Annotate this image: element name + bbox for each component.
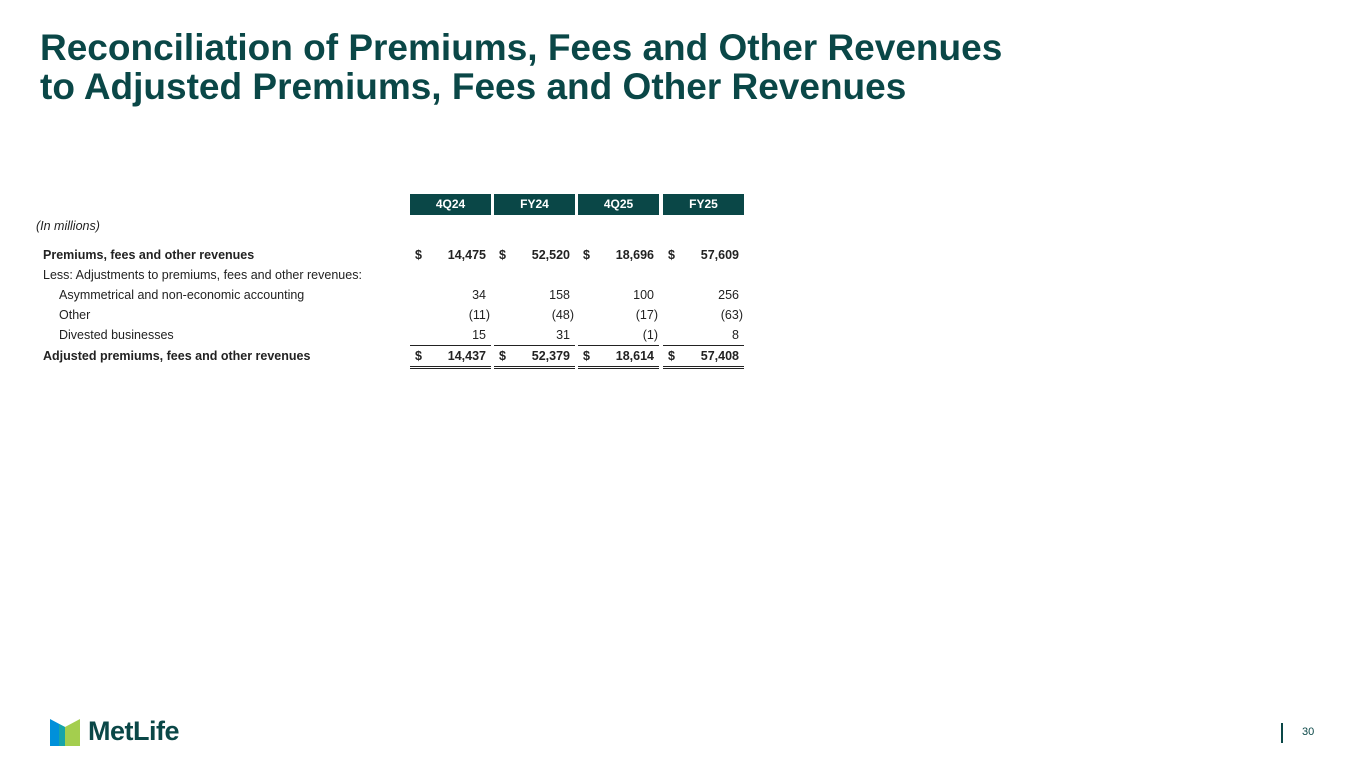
row-label: Asymmetrical and non-economic accounting bbox=[59, 288, 305, 302]
table-cell: 256 bbox=[718, 288, 739, 302]
row-label: Divested businesses bbox=[59, 328, 174, 342]
table-cell: $ 52,379 bbox=[494, 346, 575, 369]
table-cell: 15 bbox=[410, 325, 491, 346]
table-cell: (48) bbox=[551, 308, 574, 322]
table-row bbox=[40, 245, 750, 265]
row-label: Other bbox=[59, 308, 91, 322]
table-cell: (17) bbox=[635, 308, 658, 322]
table-cell: $ 57,408 bbox=[663, 346, 744, 369]
logo-wordmark: MetLife bbox=[88, 716, 179, 746]
column-headers bbox=[410, 194, 750, 215]
column-header-fy24: FY24 bbox=[494, 194, 575, 215]
table-row bbox=[40, 305, 750, 325]
table-cell: 158 bbox=[549, 288, 570, 302]
table-cell: $ 57,609 bbox=[668, 248, 739, 262]
table-cell: 100 bbox=[633, 288, 654, 302]
table-row bbox=[40, 346, 750, 366]
table-row bbox=[40, 325, 750, 345]
table-row bbox=[40, 285, 750, 305]
row-label: Less: Adjustments to premiums, fees and other revenues: bbox=[43, 268, 362, 282]
page-title: Reconciliation of Premiums, Fees and Other Revenues to Adjusted Premiums, Fees and Other Revenues bbox=[40, 27, 1003, 107]
table-cell: 8 bbox=[663, 325, 744, 346]
table-cell: $ 18,614 bbox=[578, 346, 659, 369]
metlife-logo-icon bbox=[50, 719, 80, 746]
row-label: Premiums, fees and other revenues bbox=[43, 248, 255, 262]
table-cell: $ 14,475 bbox=[415, 248, 486, 262]
table-cell: (11) bbox=[468, 308, 490, 322]
table-cell: $ 14,437 bbox=[410, 346, 491, 369]
table-cell: 34 bbox=[472, 288, 486, 302]
column-header-4q24: 4Q24 bbox=[410, 194, 491, 215]
page-divider bbox=[1281, 723, 1283, 743]
table-cell: (63) bbox=[720, 308, 743, 322]
row-label: Adjusted premiums, fees and other revenues bbox=[43, 349, 311, 363]
table-cell: 31 bbox=[494, 325, 575, 346]
table-row bbox=[40, 265, 750, 285]
units-note: (In millions) bbox=[36, 219, 100, 233]
column-header-4q25: 4Q25 bbox=[578, 194, 659, 215]
table-cell: $ 52,520 bbox=[499, 248, 570, 262]
page-number: 30 bbox=[1302, 726, 1315, 738]
column-header-fy25: FY25 bbox=[663, 194, 744, 215]
table-cell: (1) bbox=[578, 325, 659, 346]
table-cell: $ 18,696 bbox=[583, 248, 654, 262]
